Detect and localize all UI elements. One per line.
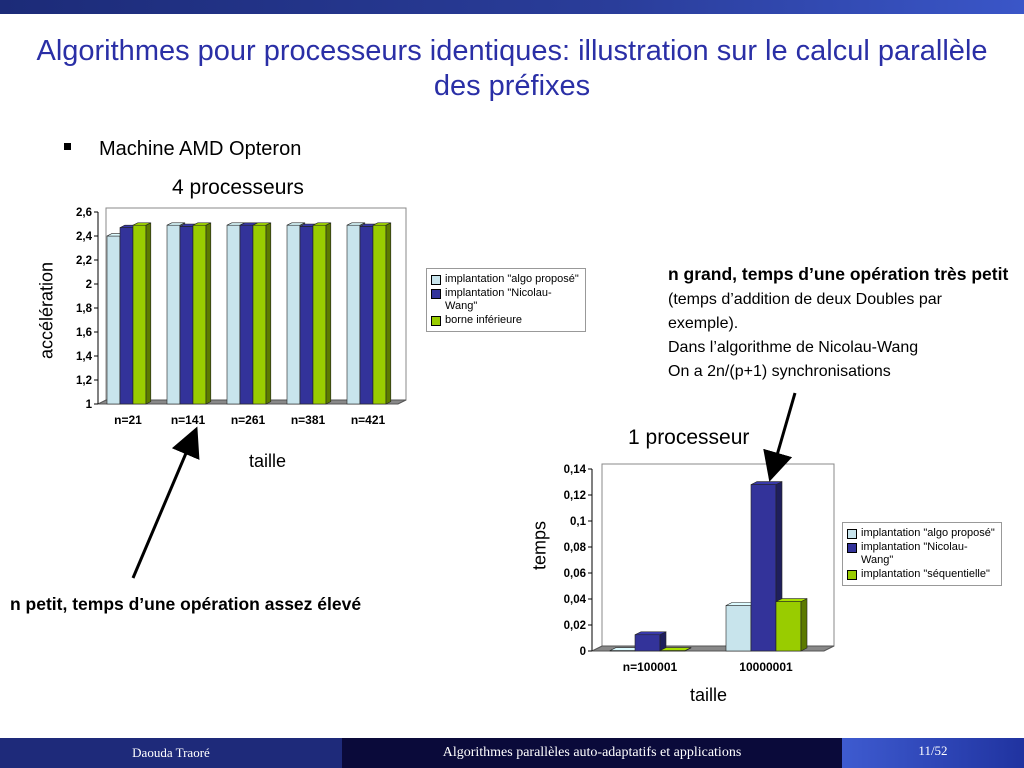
note-large-n-line2: Dans l’algorithme de Nicolau-Wang bbox=[668, 339, 919, 356]
chart2-ytick-label: 0,1 bbox=[570, 516, 586, 528]
chart2-ytick-label: 0,14 bbox=[563, 464, 586, 476]
chart2-title: 1 processeur bbox=[628, 426, 750, 449]
bullet-text: Machine AMD Opteron bbox=[99, 138, 302, 160]
chart1-ytick-label: 2,2 bbox=[76, 255, 92, 267]
chart1-ytick-label: 2,4 bbox=[76, 231, 92, 243]
chart1-category-label: n=381 bbox=[290, 413, 326, 427]
chart1-title: 4 processeurs bbox=[172, 176, 304, 199]
legend-label: implantation "Nicolau-Wang" bbox=[445, 287, 552, 312]
note-small-n: n petit, temps d’une opération assez élevé bbox=[10, 594, 362, 614]
note-large-n-detail: (temps d’addition de deux Doubles par exemple). bbox=[668, 291, 942, 332]
footer-page-number: 11/52 bbox=[842, 738, 1024, 768]
chart1-xlabel: taille bbox=[249, 451, 287, 471]
slide-title: Algorithmes pour processeurs identiques: illustration sur le calcul parallèle des préfixes bbox=[36, 35, 988, 102]
chart2-xlabel: taille bbox=[690, 685, 728, 705]
arrow-to-chart1 bbox=[133, 432, 195, 578]
chart2-ytick-label: 0,08 bbox=[563, 542, 586, 554]
footer-talk-title: Algorithmes parallèles auto-adaptatifs et applications bbox=[342, 738, 842, 768]
chart1-category-label: n=21 bbox=[114, 413, 142, 427]
chart2-category-label: 10000001 bbox=[739, 660, 793, 674]
chart2-ytick-label: 0 bbox=[579, 646, 586, 658]
chart2-ytick-label: 0,02 bbox=[563, 620, 586, 632]
chart1-category-label: n=421 bbox=[350, 413, 386, 427]
arrow-to-chart2 bbox=[771, 393, 795, 476]
chart1-ytick-label: 1,4 bbox=[76, 351, 92, 363]
note-large-n-bold: n grand, temps d’une opération très petit bbox=[668, 264, 1009, 284]
legend-label: implantation "algo proposé" bbox=[445, 273, 579, 285]
chart1-category-label: n=261 bbox=[230, 413, 266, 427]
chart1-category-label: n=141 bbox=[170, 413, 206, 427]
chart1-ytick-label: 2,6 bbox=[76, 207, 92, 219]
chart1-ytick-label: 2 bbox=[85, 279, 92, 291]
chart1-ytick-label: 1,2 bbox=[76, 375, 92, 387]
chart2-ylabel: temps bbox=[529, 520, 550, 571]
chart1-ytick-label: 1,6 bbox=[76, 327, 92, 339]
legend-label: implantation "séquentielle" bbox=[861, 568, 990, 580]
legend-label: implantation "Nicolau-Wang" bbox=[861, 541, 968, 566]
chart1-ytick-label: 1 bbox=[85, 399, 92, 411]
chart2-ytick-label: 0,04 bbox=[563, 594, 586, 606]
legend-label: borne inférieure bbox=[445, 314, 523, 326]
legend-label: implantation "algo proposé" bbox=[861, 527, 995, 539]
note-large-n-line3: On a 2n/(p+1) synchronisations bbox=[668, 363, 891, 380]
footer bbox=[0, 738, 1024, 768]
chart2-ytick-label: 0,06 bbox=[563, 568, 586, 580]
chart2-ytick-label: 0,12 bbox=[563, 490, 586, 502]
chart2-category-label: n=100001 bbox=[622, 660, 678, 674]
chart1-ylabel: accélération bbox=[36, 261, 57, 360]
footer-author: Daouda Traoré bbox=[0, 738, 342, 768]
chart1-ytick-label: 1,8 bbox=[76, 303, 92, 315]
